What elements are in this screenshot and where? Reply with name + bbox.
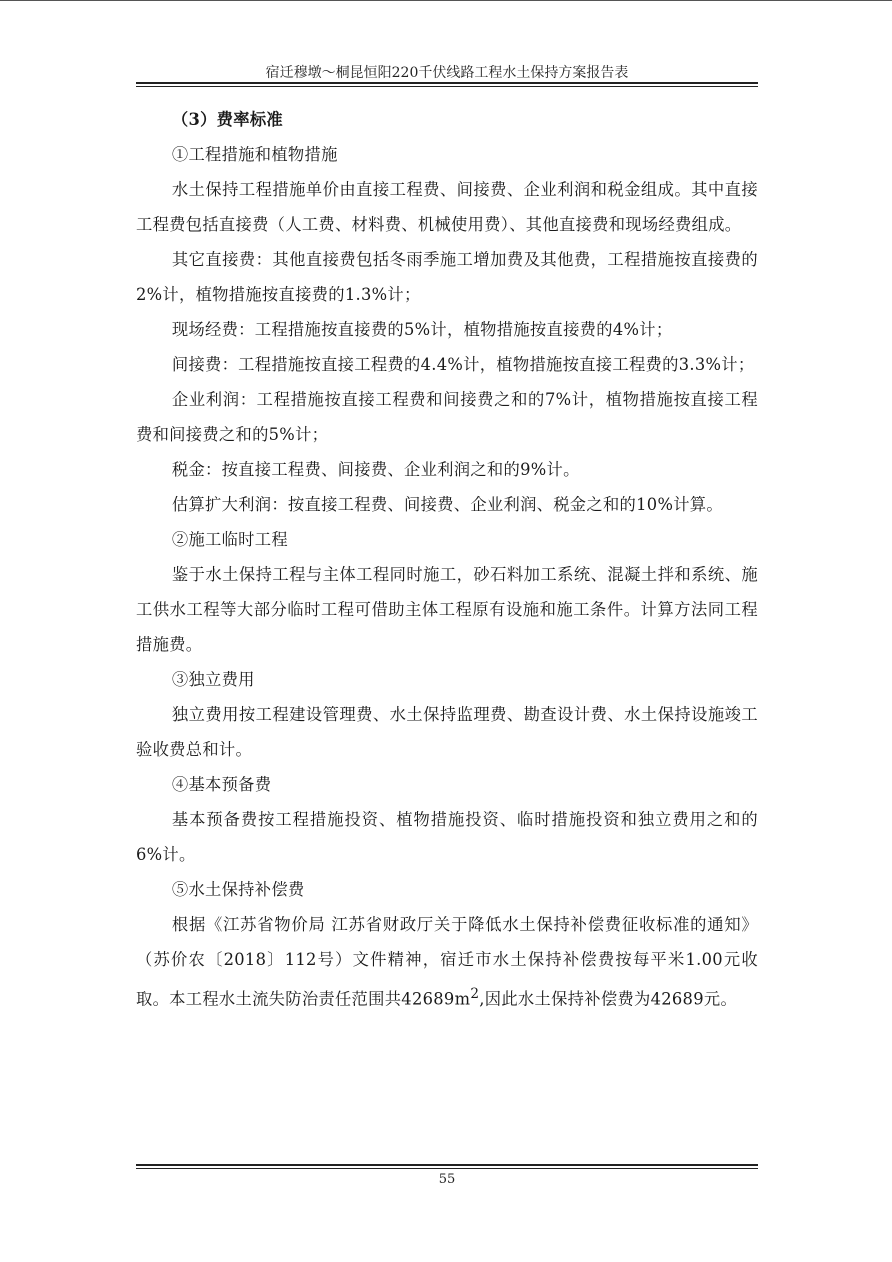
document-body xyxy=(136,102,758,1016)
subheading-temporary-works: ②施工临时工程 xyxy=(171,530,288,549)
paragraph-independent-cost: 独立费用按工程建设管理费、水土保持监理费、勘查设计费、水土保持设施竣工验收费总和计。 xyxy=(136,705,758,759)
page-number: 55 xyxy=(438,1172,456,1187)
section-heading-rate-standard: （3）费率标准 xyxy=(171,110,283,129)
subheading-independent-cost: ③独立费用 xyxy=(171,670,255,689)
paragraph-other-direct-cost: 其它直接费：其他直接费包括冬雨季施工增加费及其他费，工程措施按直接费的2%计，植物措施按直接费的1.3%计； xyxy=(136,250,758,304)
paragraph-compensation-fee xyxy=(136,907,758,1016)
subheading-basic-reserve: ④基本预备费 xyxy=(171,775,272,794)
footer-rule-thick xyxy=(136,1164,758,1166)
running-header-title: 宿迁穆墩～桐昆恒阳220千伏线路工程水土保持方案报告表 xyxy=(265,65,629,81)
area-unit-superscript: 2 xyxy=(470,986,480,1002)
paragraph-unit-price-composition: 水土保持工程措施单价由直接工程费、间接费、企业利润和税金组成。其中直接工程费包括直接费（人工费、材料费、机械使用费）、其他直接费和现场经费组成。 xyxy=(136,180,758,234)
header-rule-thick xyxy=(136,82,758,84)
subheading-engineering-and-plant-measures: ①工程措施和植物措施 xyxy=(171,145,338,164)
paragraph-estimated-profit: 估算扩大利润：按直接工程费、间接费、企业利润、税金之和的10%计算。 xyxy=(171,495,723,514)
paragraph-temporary-works: 鉴于水土保持工程与主体工程同时施工，砂石料加工系统、混凝土拌和系统、施工供水工程等大部分临时工程可借助主体工程原有设施和施工条件。计算方法同工程措施费。 xyxy=(136,565,758,654)
header-rule-thin xyxy=(136,86,758,87)
top-border-line xyxy=(0,0,892,1)
compensation-text-part-1: 根据《江苏省物价局 江苏省财政厅关于降低水土保持补偿费征收标准的通知》（苏价农〔2018〕112号）文件精神，宿迁市水土保持补偿费按每平米1.00元收取。本工程水土流失防治责任范围共42689m xyxy=(136,915,758,1009)
paragraph-basic-reserve: 基本预备费按工程措施投资、植物措施投资、临时措施投资和独立费用之和的6%计。 xyxy=(136,810,758,864)
paragraph-enterprise-profit: 企业利润：工程措施按直接工程费和间接费之和的7%计，植物措施按直接工程费和间接费之和的5%计； xyxy=(136,390,758,444)
paragraph-site-expenses: 现场经费：工程措施按直接费的5%计，植物措施按直接费的4%计； xyxy=(171,320,673,339)
subheading-compensation-fee: ⑤水土保持补偿费 xyxy=(171,880,305,899)
compensation-text-part-2: ,因此水土保持补偿费为42689元。 xyxy=(479,989,738,1009)
paragraph-indirect-cost: 间接费：工程措施按直接工程费的4.4%计，植物措施按直接工程费的3.3%计； xyxy=(171,355,755,374)
paragraph-tax: 税金：按直接工程费、间接费、企业利润之和的9%计。 xyxy=(171,460,580,479)
footer-rule-thin xyxy=(136,1168,758,1169)
